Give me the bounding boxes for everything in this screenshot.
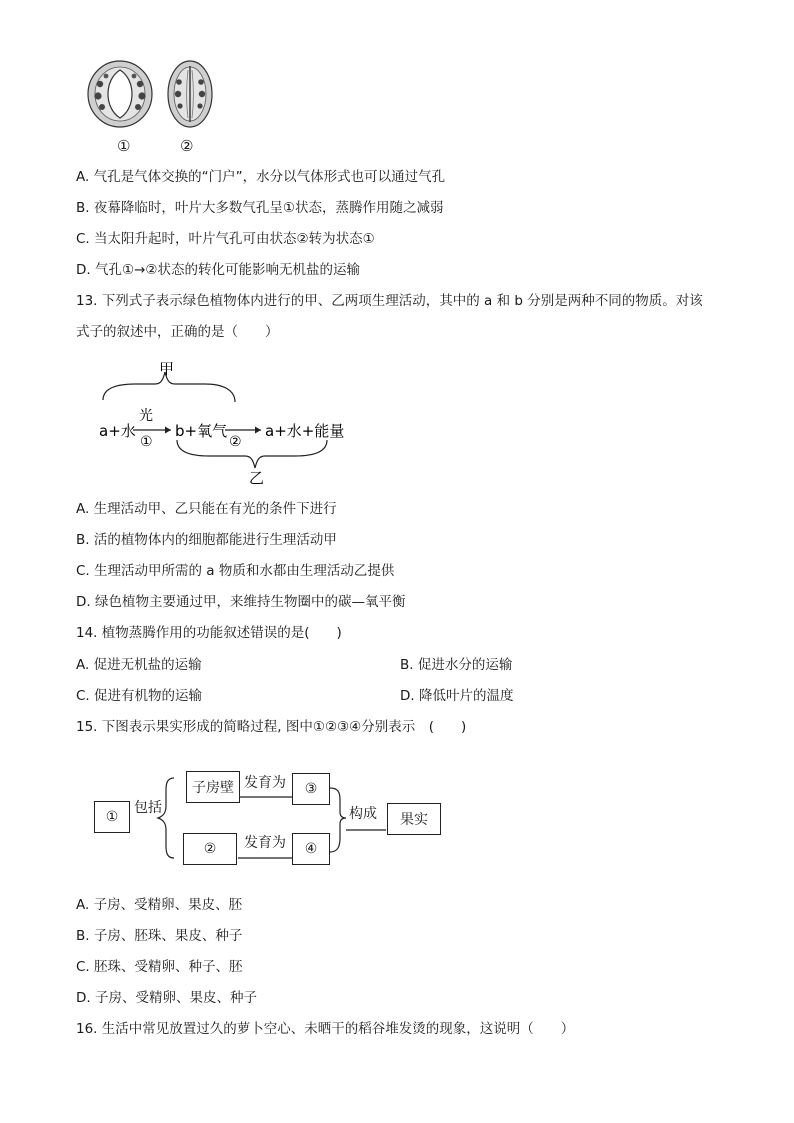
label-develop-bottom: 发育为 bbox=[244, 835, 286, 851]
q15-option-a: A. 子房、受精卵、果皮、胚 bbox=[76, 897, 243, 913]
q13-option-d: D. 绿色植物主要通过甲，来维持生物圈中的碳—氧平衡 bbox=[76, 594, 406, 610]
figure-label-1: ① bbox=[117, 137, 131, 155]
arrow1-top: 光 bbox=[139, 408, 153, 424]
q13-option-b: B. 活的植物体内的细胞都能进行生理活动甲 bbox=[76, 532, 337, 548]
q14-option-c: C. 促进有机物的运输 bbox=[76, 688, 203, 704]
box-fruit: 果实 bbox=[387, 803, 441, 835]
stoma-open-drawing bbox=[88, 61, 152, 127]
label-include: 包括 bbox=[134, 800, 162, 816]
q14-option-a: A. 促进无机盐的运输 bbox=[76, 657, 202, 673]
arrow1-bottom: ① bbox=[140, 434, 153, 450]
q12-option-b: B. 夜幕降临时，叶片大多数气孔呈①状态，蒸腾作用随之减弱 bbox=[76, 200, 444, 216]
q15-stem: 15. 下图表示果实形成的简略过程, 图中①②③④分别表示 ( ) bbox=[76, 719, 467, 735]
label-yi: 乙 bbox=[249, 469, 265, 487]
label-compose: 构成 bbox=[349, 806, 377, 822]
q15-option-c: C. 胚珠、受精卵、种子、胚 bbox=[76, 959, 243, 975]
photosynthesis-respiration-equation bbox=[95, 358, 355, 488]
q16-stem: 16. 生活中常见放置过久的萝卜空心、未晒干的稻谷堆发烫的现象，这说明（ ） bbox=[76, 1021, 575, 1037]
box-1: ① bbox=[94, 801, 130, 833]
eq-right: a+水+能量 bbox=[265, 422, 345, 440]
q13-option-c: C. 生理活动甲所需的 a 物质和水都由生理活动乙提供 bbox=[76, 563, 395, 579]
eq-left: a+水 bbox=[99, 422, 136, 440]
q12-option-d: D. 气孔①→②状态的转化可能影响无机盐的运输 bbox=[76, 262, 360, 278]
q12-option-c: C. 当太阳升起时，叶片气孔可由状态②转为状态① bbox=[76, 231, 375, 247]
box-2: ② bbox=[183, 833, 237, 865]
q15-option-d: D. 子房、受精卵、果皮、种子 bbox=[76, 990, 257, 1006]
brace-bottom bbox=[177, 440, 327, 468]
label-jia: 甲 bbox=[159, 360, 175, 378]
arrow2-bottom: ② bbox=[229, 434, 242, 450]
q13-stem-line2: 式子的叙述中，正确的是（ ） bbox=[76, 324, 279, 340]
q13-option-a: A. 生理活动甲、乙只能在有光的条件下进行 bbox=[76, 501, 337, 517]
q14-stem: 14. 植物蒸腾作用的功能叙述错误的是( ) bbox=[76, 625, 342, 641]
eq-middle: b+氧气 bbox=[175, 422, 228, 440]
q14-option-d: D. 降低叶片的温度 bbox=[400, 688, 514, 704]
q15-option-b: B. 子房、胚珠、果皮、种子 bbox=[76, 928, 243, 944]
label-develop-top: 发育为 bbox=[244, 775, 286, 791]
box-3: ③ bbox=[292, 773, 330, 805]
stoma-closed-drawing bbox=[168, 61, 212, 127]
stomata-figure bbox=[82, 58, 232, 158]
q12-option-a: A. 气孔是气体交换的“门户”，水分以气体形式也可以通过气孔 bbox=[76, 169, 446, 185]
q14-option-b: B. 促进水分的运输 bbox=[400, 657, 513, 673]
box-4: ④ bbox=[292, 833, 330, 865]
figure-label-2: ② bbox=[180, 137, 194, 155]
q13-stem-line1: 13. 下列式子表示绿色植物体内进行的甲、乙两项生理活动，其中的 a 和 b 分别是两种不同的物质。对该 bbox=[76, 293, 703, 309]
box-ovary-wall: 子房壁 bbox=[186, 771, 240, 803]
